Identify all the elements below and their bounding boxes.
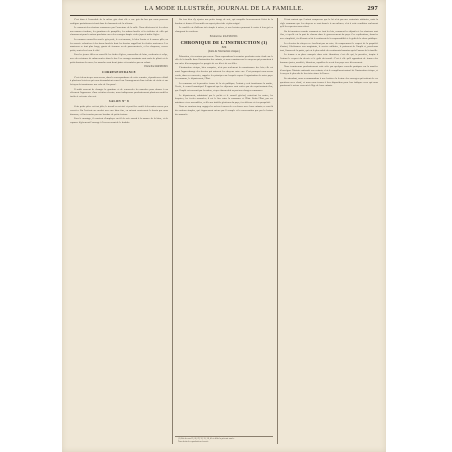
paragraph: On lui montrera ensuite comment se font les lois, comment les députés et les sénateurs sont élus, et quelle est la part de chacun dans le gouvernement du pays. Ces explications, données avec simplicité, éveilleront en lui le sentiment de la responsabilité et le goût de la chose publique.	[280, 29, 378, 40]
paragraph: L'instruction civique, bien comprise, n'est pas seulement la connaissance des lois; elle est aussi l'apprentissage des devoirs qui unissent les citoyens entre eux. C'est pourquoi nous avons voulu, dans ces causeries, rappeler les principes sur lesquels repose l'organisation de notre pays: la commune, le département, l'État.	[175, 66, 273, 81]
journal-title: LA MODE ILLUSTRÉE, JOURNAL DE LA FAMILLE.	[144, 5, 304, 12]
footnote: Tous droits de reproduction réservés.	[178, 441, 209, 444]
paragraph: La femme a sa place marquée dans cette éducation; c'est elle qui, la première, inspire à l'enfant le respect du devoir et le goût du travail. C'est à elle qu'il appartient de former des hommes justes, modérés, laborieux, capables de servir leur pays avec dévouement.	[280, 53, 378, 64]
paragraph: C'est dans à l'ensemble de la même gris dont elle a vue gris du bas que nous pouvons souligner parfaitement réussi dans les harmonies de la réforme.	[70, 18, 168, 25]
paragraph: Éducation, n'en sortons pas encore. Nous reprendrons la semaine prochaine notre étude sur le rôle de la famille dans l'instruction des enfants, et nous examinerons les moyens qui permettent à une mère d'accompagner les progrès de ses fils et de ses filles.	[175, 54, 273, 65]
paragraph: Le département, administré par le préfet et le conseil général, entretient les routes, les hospices, les écoles normales; il est le lien entre la commune et l'État. Enfin l'État, par ses ministres et ses assemblées, veille aux intérêts généraux du pays, à sa défense et à sa prospérité.	[175, 93, 273, 104]
paragraph: C'est à dessein que nous avons, dans la correspondance de cette semaine, répondu avec détail à plusieurs lectrices qui nous demandaient conseil sur l'arrangement d'une toilette de visite et sur la façon de transformer une robe de l'an passé.	[70, 75, 168, 86]
text-columns	[70, 18, 378, 448]
footnotes	[175, 436, 273, 444]
footnote: (1) Voir les nos 23, 26, 29, 32, 35, 38, 41 et 44 de la présente année.	[178, 438, 235, 441]
signature: Emmeline RAYMOND.	[144, 65, 168, 69]
paragraph: Nous ne saurions trop engager les mères à causer de ces choses avec leurs enfants; ce sont là des notions simples, qui s'apprennent mieux par l'exemple et la conversation que par la lecture des manuels.	[175, 105, 273, 116]
paragraph: Cette petite pièce est fort jolie; le travail en est aisé et peut être confié à des mains encore peu exercées. On l'exécute au crochet avec une laine fine, en suivant exactement le dessin que nous donnons, et l'on termine par une bordure de petits festons.	[70, 105, 168, 116]
paragraph: Il suffit souvent de changer la garniture et de renouveler les manches pour donner à un vêtement l'apparence d'une création récente; nous indiquerons prochainement plusieurs modèles faciles à exécuter chez soi.	[70, 87, 168, 98]
chronicle-number: XX	[221, 44, 227, 49]
section-heading-correspondance: CORRESPONDANCE	[101, 69, 137, 74]
column-2	[175, 18, 273, 446]
journal-page	[62, 0, 386, 452]
column-1	[70, 18, 168, 446]
section-heading-salon: SALON Nº 8	[109, 99, 129, 104]
paragraph: Le modèle est d'ailleurs très simple à suivre, et nos lectrices pourront le varier à leur gré en changeant les couleurs.	[175, 26, 273, 33]
column-rule	[172, 18, 173, 444]
column-rule	[277, 18, 278, 444]
paragraph: Le moment des réunions commence par l'ouverture de la salle. Nous décrivons ici les robes aux nuances fondues, les garnitures de pampilles, les rubans brodés et les toilettes de ville qui s'annoncent pour la saison prochaine avec des corsages drapés et des jupes à traîne légère.	[70, 26, 168, 37]
signature: Emmeline RAYMOND.	[209, 34, 239, 38]
paragraph: Nous terminerons prochainement cette série par quelques conseils pratiques sur la manière d'enseigner l'histoire nationale aux enfants; c'est le complément naturel de l'instruction civique, et le moyen le plus sûr de leur faire aimer la France.	[280, 65, 378, 76]
paragraph: Pour les jeunes filles on conseille les étoffes légères, mousseline de laine, cachemire et crêpe, avec des ceintures de ruban nouées dans le dos. Les corsages montants sont ornés de plissés et de petits boutons de nacre; les manches sont demi-justes et terminées par un volant.	[70, 53, 168, 64]
chronicle-subtitle: (Suite de l'instruction civique.)	[208, 49, 240, 53]
paragraph: Les nuances nouvelles sont le gris perle, le vert mousse, le bleu Louise et le mauve pâle; on les associe volontiers à des tissus brochés dont les dessins rappellent les étoffes anciennes. Les manteaux se font plus longs, garnis de fourrure ou de passementerie, et les chapeaux, encore petits, sont relevés sur le côté.	[70, 38, 168, 52]
chronicle-title: CHRONIQUE DE L'INSTRUCTION (1)	[180, 39, 268, 45]
paragraph: Il faut surtout que l'enfant comprenne que la loi n'est pas une contrainte arbitraire, mais la règle commune que les citoyens se sont donnée à eux-mêmes; c'est à cette condition seulement qu'il la respectera sans effort.	[280, 18, 378, 29]
paragraph: La commune est la première forme de la vie publique; l'enfant y voit fonctionner la mairie, l'école, le conseil municipal. Il apprend que les dépenses sont votées par des représentants élus, que l'impôt est consenti par la nation, et que chacun doit sa part aux charges communes.	[175, 81, 273, 92]
paragraph: En attendant, nous recommandons à nos lectrices la lecture des ouvrages qui traitent de ces questions avec clarté, et nous nous tenons à leur disposition pour leur indiquer ceux qui nous paraissent le mieux convenir à l'âge de leurs enfants.	[280, 77, 378, 88]
page-header	[70, 5, 378, 16]
column-3	[280, 18, 378, 446]
paragraph: On fera bien d'y ajouter une petite frange de soie, qui complète heureusement l'effet de la bordure et donne à l'ensemble un aspect plus riche et plus soigné.	[175, 18, 273, 25]
page-number: 297	[367, 5, 378, 12]
paragraph: Les devoirs du citoyen ne s'arrêtent pas au vote; ils comprennent le respect de la propriété d'autrui, l'obéissance aux magistrats, le service militaire, le paiement de l'impôt et, par-dessus tout, l'amour de la patrie, qui est le plus noble des sentiments humains après l'amour de la famille.	[280, 41, 378, 52]
paragraph: Pour le montage, il convient d'employer un fil de soie assorti à la nuance de la laine, et de repasser légèrement l'ouvrage à l'envers avant de le doubler.	[70, 117, 168, 124]
